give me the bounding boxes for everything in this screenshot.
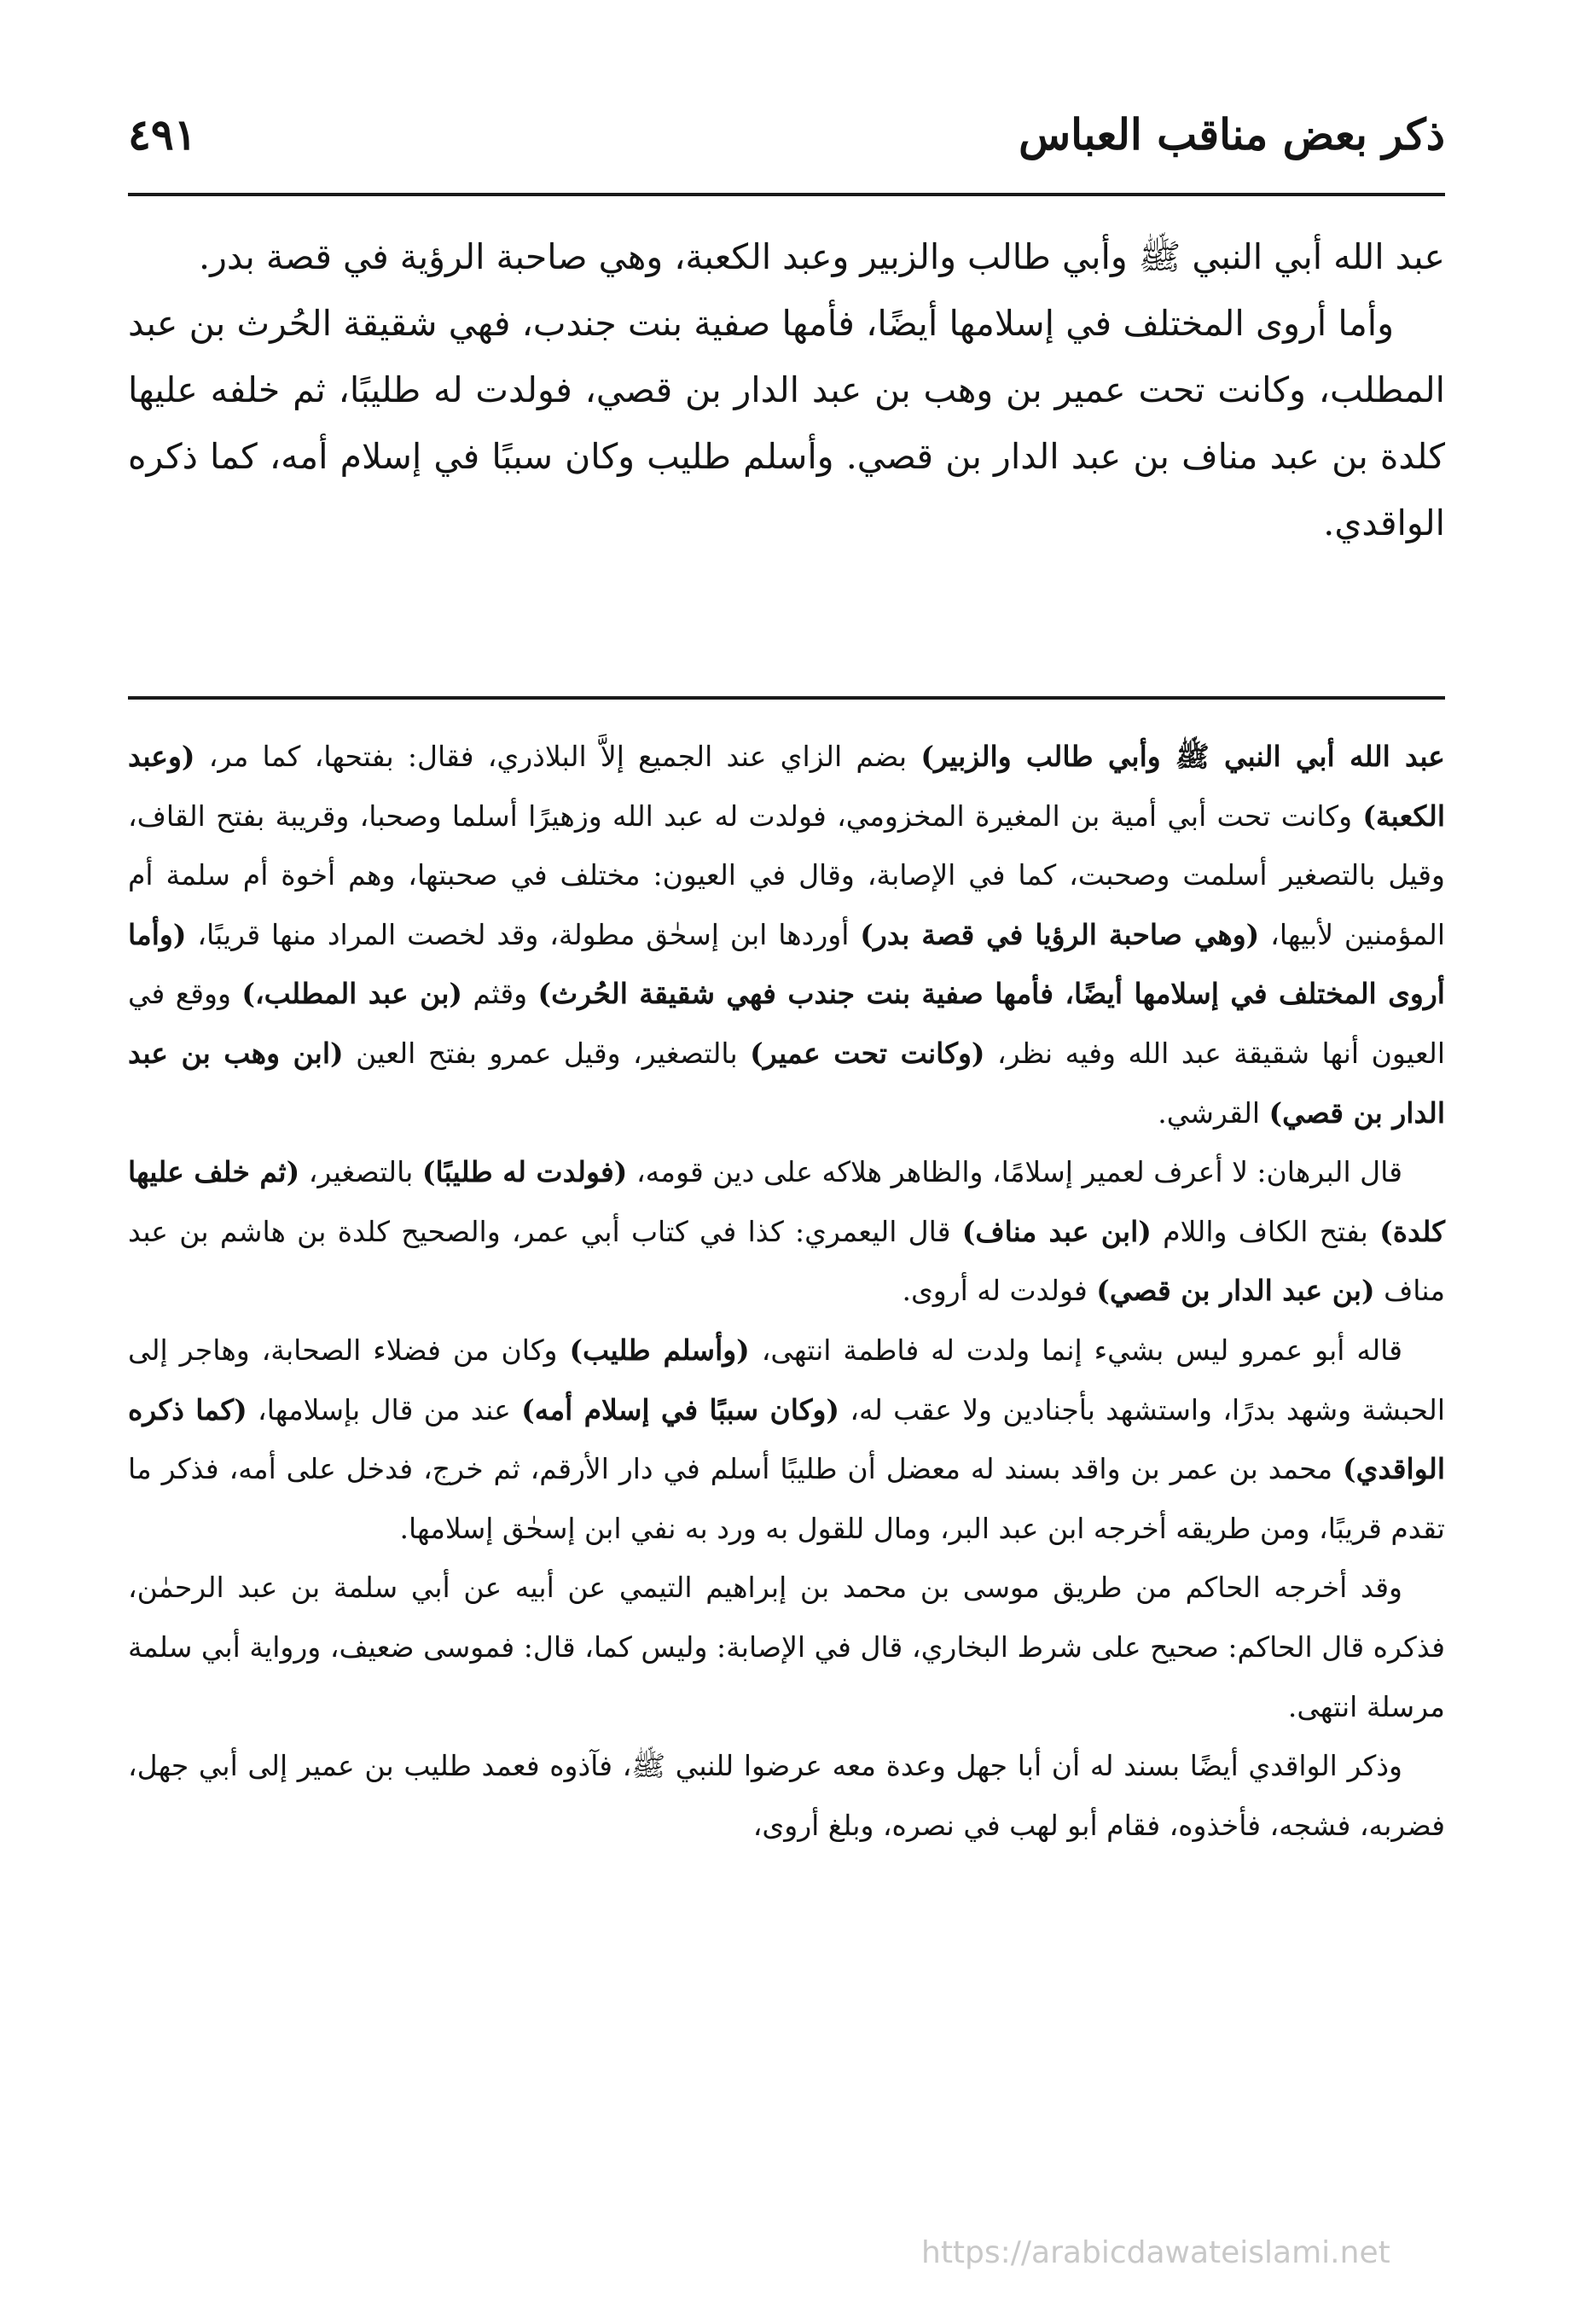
text-run: ووقع في العيون أنها شقيقة عبد الله وفيه نظر، bbox=[128, 977, 1445, 1070]
chapter-title: ذكر بعض مناقب العباس bbox=[1019, 109, 1445, 160]
text-run: عند من قال بإسلامها، bbox=[247, 1392, 522, 1426]
header-divider bbox=[128, 193, 1445, 196]
text-run: وقد أخرجه الحاكم من طريق موسى بن محمد بن إبراهيم التيمي عن أبيه عن أبي سلمة بن عبد الرحمٰن، فذكره قال الحاكم: صحيح على شرط البخاري، قال في الإصابة: وليس كما، قال: فموسى ضعيف، ورواية أبي سلمة مرسلة انتهى. bbox=[128, 1571, 1445, 1723]
text-run: بضم الزاي عند الجميع إلاَّ البلاذري، فقال: بفتحها، كما مر، bbox=[194, 740, 921, 773]
bold-quotation: (كما ذكره الواقدي) bbox=[128, 1392, 1445, 1486]
text-run: محمد بن عمر بن واقد بسند له معضل أن طليبًا أسلم في دار الأرقم، ثم خرج، فدخل على أمه، فذكر ما تقدم قريبًا، ومن طريقه أخرجه ابن عبد البر، ومال للقول به ورد به نفي ابن إسحٰق إسلامها. bbox=[128, 1452, 1445, 1545]
text-run: بالتصغير، bbox=[299, 1155, 422, 1189]
bold-quotation: (بن عبد المطلب،) bbox=[241, 977, 463, 1011]
text-run: بفتح الكاف واللام bbox=[1151, 1214, 1380, 1248]
text-run: قاله أبو عمرو ليس بشيء إنما ولدت له فاطمة انتهى، bbox=[749, 1333, 1402, 1367]
bold-quotation: (وكان سببًا في إسلام أمه) bbox=[521, 1392, 840, 1426]
text-run: بالتصغير، وقيل عمرو بفتح العين bbox=[343, 1036, 751, 1070]
text-run: أوردها ابن إسحٰق مطولة، وقد لخصت المراد منها قريبًا، bbox=[186, 917, 861, 951]
text-run: وقثم bbox=[462, 977, 538, 1011]
commentary-text bbox=[128, 727, 1445, 1855]
bold-quotation: (ابن وهب بن عبد الدار بن قصي) bbox=[128, 1036, 1445, 1130]
commentary-paragraph-4 bbox=[128, 1558, 1445, 1736]
text-run: قال البرهان: لا أعرف لعمير إسلامًا، والظاهر هلاكه على دين قومه، bbox=[627, 1155, 1402, 1189]
text-run: قال اليعمري: كذا في كتاب أبي عمر، والصحيح كلدة بن هاشم بن عبد مناف bbox=[128, 1214, 1445, 1308]
text-run: وذكر الواقدي أيضًا بسند له أن أبا جهل وعدة معه عرضوا للنبي ﷺ، فآذوه فعمد طليب بن عمير إلى أبي جهل، فضربه، فشجه، فأخذوه، فقام أبو لهب في نصره، وبلغ أروى، bbox=[128, 1749, 1445, 1842]
main-paragraph-1: عبد الله أبي النبي ﷺ وأبي طالب والزبير وعبد الكعبة، وهي صاحبة الرؤية في قصة بدر. bbox=[199, 236, 1445, 277]
bold-quotation: (ثم خلف عليها كلدة) bbox=[128, 1155, 1446, 1248]
main-paragraph-2: وأما أروى المختلف في إسلامها أيضًا، فأمها صفية بنت جندب، فهي شقيقة الحُرث بن عبد المطلب، وكانت تحت عمير بن وهب بن عبد الدار بن قصي، فولدت له طليبًا، ثم خلفه عليها كلدة بن عبد مناف بن عبد الدار بن قصي. وأسلم طليب وكان سببًا في إسلام أمه، كما ذكره الواقدي. bbox=[128, 303, 1445, 543]
bold-quotation: (وعبد الكعبة) bbox=[128, 740, 1445, 833]
text-run: القرشي. bbox=[1158, 1095, 1269, 1130]
page-number: ٤٩١ bbox=[128, 109, 197, 160]
commentary-paragraph-2 bbox=[128, 1142, 1445, 1321]
commentary-paragraph-1 bbox=[128, 727, 1445, 1142]
bold-quotation: (فولدت له طليبًا) bbox=[421, 1155, 628, 1189]
page-header bbox=[128, 101, 1445, 169]
text-run: وكانت تحت أبي أمية بن المغيرة المخزومي، فولدت له عبد الله وزهيرًا أسلما وصحبا، وقريبة بفتح القاف، وقيل بالتصغير أسلمت وصحبت، كما في الإصابة، وقال في العيون: مختلف في صحبتها، وهم أخوة أم سلمة أم المؤمنين لأبيها، bbox=[128, 799, 1445, 951]
bold-quotation: (بن عبد الدار بن قصي) bbox=[1096, 1274, 1375, 1308]
commentary-paragraph-3 bbox=[128, 1321, 1445, 1558]
source-watermark: https://arabicdawateislami.net bbox=[921, 2235, 1390, 2270]
bold-quotation: (وأما أروى المختلف في إسلامها أيضًا، فأمها صفية بنت جندب فهي شقيقة الحُرث) bbox=[128, 917, 1445, 1011]
text-run: وكان من فضلاء الصحابة، وهاجر إلى الحبشة وشهد بدرًا، واستشهد بأجنادين ولا عقب له، bbox=[128, 1333, 1445, 1426]
commentary-paragraph-5 bbox=[128, 1736, 1445, 1855]
main-text bbox=[128, 224, 1445, 556]
bold-quotation: عبد الله أبي النبي ﷺ وأبي طالب والزبير) bbox=[920, 740, 1445, 773]
text-run: فولدت له أروى. bbox=[902, 1274, 1097, 1308]
bold-quotation: (وأسلم طليب) bbox=[569, 1333, 750, 1367]
bold-quotation: (وهي صاحبة الرؤيا في قصة بدر) bbox=[860, 917, 1260, 951]
bold-quotation: (ابن عبد مناف) bbox=[961, 1214, 1152, 1248]
commentary-divider bbox=[128, 696, 1445, 700]
bold-quotation: (وكانت تحت عمير) bbox=[750, 1036, 985, 1070]
